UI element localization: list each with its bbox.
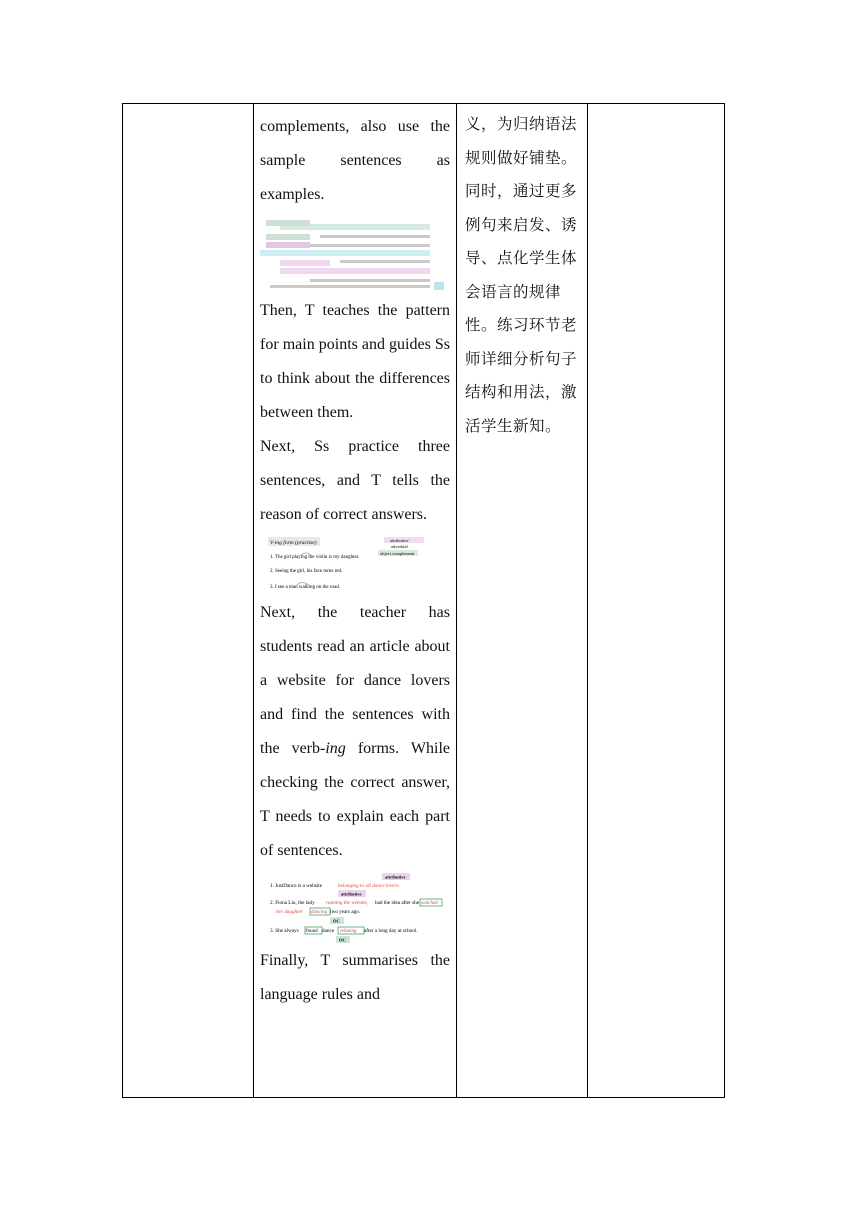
analysis-s3-mid: dance bbox=[322, 928, 335, 934]
analysis-s3-lead: 3. She always bbox=[270, 928, 299, 934]
practice-sentence-1: 1. The girl playing the violin is my daughter. bbox=[270, 555, 360, 560]
stage-cell bbox=[123, 104, 254, 1098]
paragraph-article: Next, the teacher has students read an article about a website for dance lovers and find the sentences with the verb-ing forms. While checking the correct answer, T needs to explain each part of sentences. bbox=[260, 604, 450, 859]
analysis-s2-verb: watched bbox=[421, 901, 438, 906]
analysis-s2-complement: dancing bbox=[311, 910, 328, 915]
activity-cell bbox=[254, 104, 457, 1098]
analysis-s2-phrase: running the website, bbox=[326, 900, 369, 906]
paragraph-practice: Next, Ss practice three sentences, and T tells the reason of correct answers. bbox=[260, 438, 450, 523]
paragraph-summary: Finally, T summarises the language rules and bbox=[260, 952, 450, 1003]
analysis-s1-lead: 1. JustDance is a website bbox=[270, 883, 323, 889]
table-row bbox=[123, 104, 725, 1098]
sample-sentences-figure bbox=[260, 214, 450, 294]
practice-heading: V-ing form (practise) bbox=[270, 540, 317, 546]
practice-figure bbox=[260, 534, 450, 596]
analysis-s3-tail: after a long day at school. bbox=[364, 928, 418, 934]
analysis-s2-lead: 2. Fiona Liu, the lady bbox=[270, 900, 315, 906]
lesson-plan-table bbox=[122, 103, 725, 1098]
analysis-s2-end: two years ago. bbox=[330, 909, 361, 915]
purpose-cell bbox=[457, 104, 588, 1098]
notes-cell bbox=[588, 104, 725, 1098]
tag-attributive: attributive bbox=[390, 538, 409, 543]
analysis-s1-phrase: belonging to all dance lovers. bbox=[338, 883, 400, 889]
analysis-s2-object: her daughter bbox=[276, 909, 303, 915]
analysis-s3-verb: found bbox=[306, 929, 318, 934]
tag-adverbial: adverbial bbox=[391, 544, 408, 549]
analysis-figure bbox=[260, 870, 450, 944]
purpose-text: 义，为归纳语法规则做好铺垫。同时，通过更多例句来启发、诱导、点化学生体会语言的规律性。练习环节老师详细分析句子结构和用法，激活学生新知。 bbox=[465, 115, 578, 435]
practice-sentence-3: 3. I see a man walking on the road. bbox=[270, 585, 340, 590]
tag-attributive-1: attributive bbox=[385, 874, 406, 880]
tag-attributive-2: attributive bbox=[341, 891, 362, 897]
paragraph-pattern: Then, T teaches the pattern for main points and guides Ss to think about the differences between them. bbox=[260, 302, 450, 421]
tag-oc-2: OC bbox=[339, 937, 346, 943]
tag-object-complement: object complement bbox=[380, 551, 415, 556]
practice-sentence-2: 2. Seeing the girl, his face turns red. bbox=[270, 569, 343, 574]
analysis-s2-tail: had the idea after she bbox=[375, 900, 420, 906]
tag-oc-1: OC bbox=[333, 918, 340, 924]
analysis-s3-complement: relaxing bbox=[340, 929, 357, 934]
paragraph-complements: complements, also use the sample sentences as examples. bbox=[260, 118, 450, 203]
